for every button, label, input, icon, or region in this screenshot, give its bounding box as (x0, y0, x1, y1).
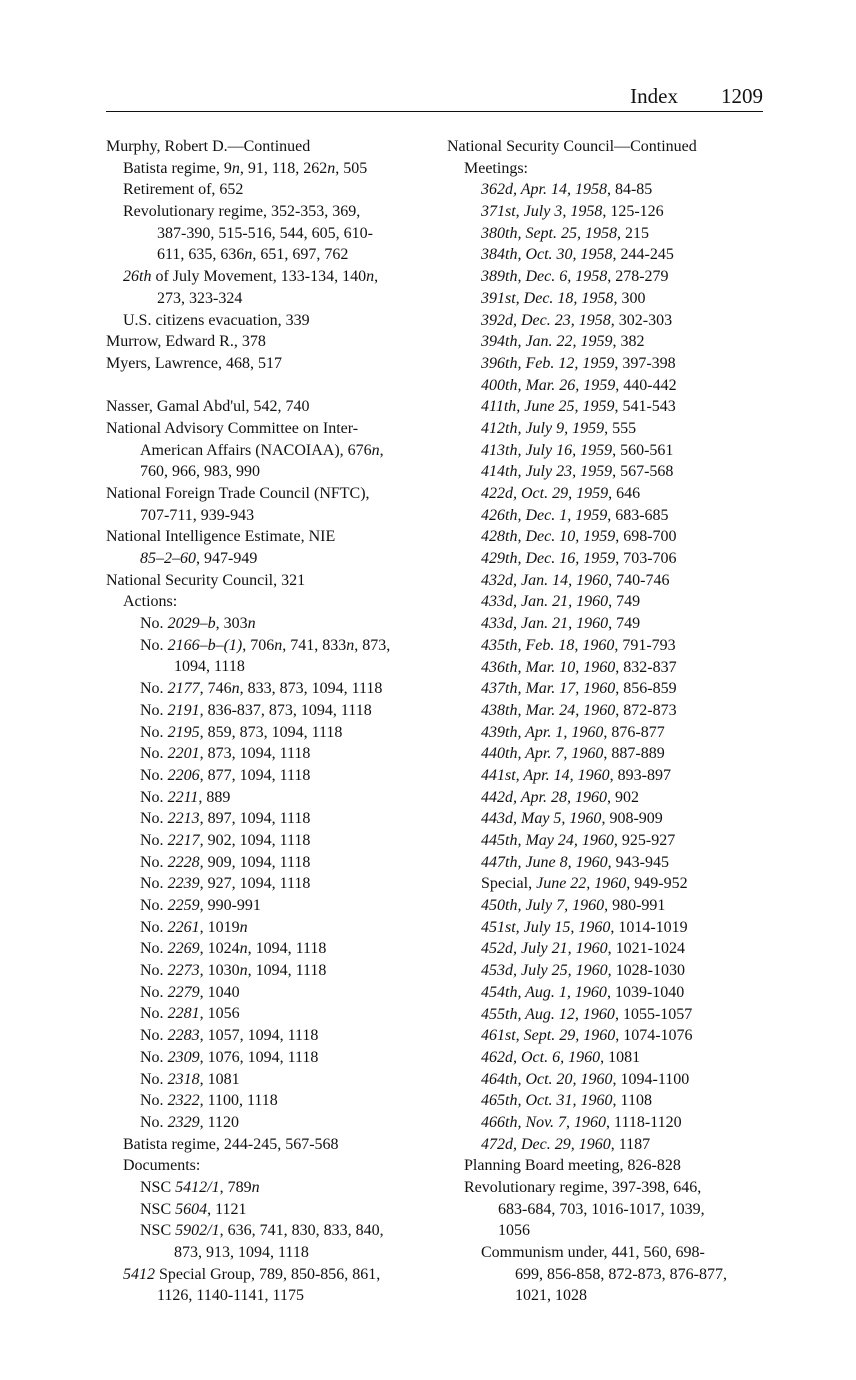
index-entry (106, 852, 436, 874)
index-entry (106, 1155, 436, 1177)
index-entry-continuation: 611, 635, 636n, 651, 697, 762 (157, 246, 349, 264)
index-entry (447, 1047, 777, 1069)
index-entry-text: No. 2281, 1056 (140, 1005, 240, 1023)
index-entry (447, 982, 777, 1004)
index-entry-text: No. 2217, 902, 1094, 1118 (140, 831, 311, 849)
running-header-title: Index (630, 84, 678, 108)
index-entry-text: No. 2261, 1019n (140, 918, 248, 936)
index-entry-text: No. 2029–b, 303n (140, 615, 256, 633)
index-entry-text: 451st, July 15, 1960, 1014-1019 (481, 918, 688, 936)
index-entry (106, 483, 436, 526)
index-entry-text: 439th, Apr. 1, 1960, 876-877 (481, 723, 665, 741)
index-entry (106, 591, 436, 613)
index-entry-text: No. 2283, 1057, 1094, 1118 (140, 1027, 319, 1045)
index-entry (106, 1047, 436, 1069)
index-entry-continuation: 1056 (498, 1222, 530, 1240)
index-entry (447, 526, 777, 548)
index-entry-text: 396th, Feb. 12, 1959, 397-398 (481, 354, 676, 372)
index-entry (447, 179, 777, 201)
index-entry (106, 158, 436, 180)
index-entry-text: 453d, July 25, 1960, 1028-1030 (481, 962, 685, 980)
index-entry (447, 873, 777, 895)
index-entry-text: Actions: (123, 593, 178, 611)
index-entry-continuation: 1021, 1028 (515, 1287, 587, 1305)
index-entry-text: 435th, Feb. 18, 1960, 791-793 (481, 636, 676, 654)
running-header (106, 84, 763, 112)
index-entry (106, 266, 436, 309)
index-entry-text: 426th, Dec. 1, 1959, 683-685 (481, 506, 669, 524)
index-entry-text: NSC 5412/1, 789n (140, 1178, 260, 1196)
index-entry-text: U.S. citizens evacuation, 339 (123, 311, 310, 329)
index-entry-text: 441st, Apr. 14, 1960, 893-897 (481, 766, 671, 784)
index-entry (106, 418, 436, 483)
index-entry-text: 438th, Mar. 24, 1960, 872-873 (481, 701, 677, 719)
index-entry (106, 1003, 436, 1025)
index-entry (106, 570, 436, 592)
index-entry (447, 266, 777, 288)
index-entry-text: 462d, Oct. 6, 1960, 1081 (481, 1048, 641, 1066)
index-entry (447, 700, 777, 722)
index-entry-text: No. 2201, 873, 1094, 1118 (140, 745, 311, 763)
index-entry-text: No. 2228, 909, 1094, 1118 (140, 853, 311, 871)
index-entry (447, 657, 777, 679)
index-entry-text: Revolutionary regime, 352-353, 369, (123, 203, 361, 221)
index-entry-text: No. 2239, 927, 1094, 1118 (140, 875, 311, 893)
index-entry-text: Murphy, Robert D.—Continued (106, 138, 311, 155)
index-entry-text: No. 2322, 1100, 1118 (140, 1092, 278, 1110)
index-entry-text: National Advisory Committee on Inter- (106, 419, 359, 437)
index-entry (106, 1134, 436, 1156)
index-entry-text: 371st, July 3, 1958, 125-126 (481, 203, 664, 221)
index-entry-text: 436th, Mar. 10, 1960, 832-837 (481, 658, 677, 676)
page-number: 1209 (721, 84, 763, 108)
index-entry-text: 413th, July 16, 1959, 560-561 (481, 441, 674, 459)
index-entry (106, 179, 436, 201)
index-entry-text: National Intelligence Estimate, NIE (106, 528, 336, 546)
index-entry-text: Retirement of, 652 (123, 181, 244, 199)
index-entry-text: 432d, Jan. 14, 1960, 740-746 (481, 571, 670, 589)
index-entry-text: No. 2211, 889 (140, 788, 231, 806)
index-entry-text: No. 2166–b–(1), 706n, 741, 833n, 873, (140, 636, 391, 654)
index-entry (447, 808, 777, 830)
index-entry-text: No. 2329, 1120 (140, 1113, 239, 1131)
index-entry-text: Planning Board meeting, 826-828 (464, 1157, 681, 1175)
index-entry (447, 483, 777, 505)
index-entry-text: 466th, Nov. 7, 1960, 1118-1120 (481, 1113, 682, 1131)
index-entry (447, 613, 777, 635)
index-entry (106, 830, 436, 852)
index-entry (106, 700, 436, 722)
index-entry-text: No. 2213, 897, 1094, 1118 (140, 810, 311, 828)
index-entry-text: 445th, May 24, 1960, 925-927 (481, 832, 676, 849)
index-entry (106, 678, 436, 700)
index-entry-continuation: 85–2–60, 947-949 (140, 550, 258, 568)
index-entry-text: 472d, Dec. 29, 1960, 1187 (481, 1135, 651, 1153)
index-entry-continuation: 1126, 1140-1141, 1175 (157, 1287, 304, 1305)
index-entry (106, 765, 436, 787)
index-entry (106, 960, 436, 982)
index-entry-text: 400th, Mar. 26, 1959, 440-442 (481, 376, 677, 394)
index-entry (447, 765, 777, 787)
index-entry (447, 1242, 777, 1307)
index-entry (106, 331, 436, 353)
index-entry-continuation: American Affairs (NACOIAA), 676n, (140, 441, 384, 459)
index-entry (106, 1199, 436, 1221)
index-entry-text: NSC 5604, 1121 (140, 1200, 247, 1218)
index-entry-text: 464th, Oct. 20, 1960, 1094-1100 (481, 1070, 690, 1088)
index-entry-text: 362d, Apr. 14, 1958, 84-85 (481, 181, 653, 199)
index-entry-text: 389th, Dec. 6, 1958, 278-279 (481, 268, 669, 286)
index-entry (447, 678, 777, 700)
index-entry (447, 722, 777, 744)
index-entry-text: Nasser, Gamal Abd'ul, 542, 740 (106, 398, 310, 416)
index-entry-continuation: 699, 856-858, 872-873, 876-877, (515, 1265, 727, 1283)
index-entry (106, 353, 436, 375)
index-entry (447, 1025, 777, 1047)
index-entry-text: National Security Council—Continued (447, 138, 697, 155)
index-entry-text: No. 2279, 1040 (140, 983, 240, 1001)
index-entry-text: Special, June 22, 1960, 949-952 (481, 875, 688, 893)
index-entry-continuation: 1094, 1118 (174, 658, 245, 676)
index-entry-text: 394th, Jan. 22, 1959, 382 (481, 333, 645, 351)
index-entry (447, 960, 777, 982)
index-entry (447, 895, 777, 917)
index-entry-continuation: 387-390, 515-516, 544, 605, 610- (157, 224, 373, 242)
index-entry (106, 982, 436, 1004)
index-entry-text: Documents: (123, 1157, 201, 1175)
index-entry (106, 873, 436, 895)
index-entry-text: 428th, Dec. 10, 1959, 698-700 (481, 528, 677, 546)
index-entry-continuation: 760, 966, 983, 990 (140, 463, 260, 481)
index-entry-text: 391st, Dec. 18, 1958, 300 (481, 289, 646, 307)
index-entry (106, 1177, 436, 1199)
index-entry (106, 526, 436, 569)
index-entry-text: No. 2177, 746n, 833, 873, 1094, 1118 (140, 680, 383, 698)
index-entry (447, 396, 777, 418)
index-entry (447, 1090, 777, 1112)
index-entry (447, 223, 777, 245)
index-entry (106, 938, 436, 960)
index-entry (106, 1090, 436, 1112)
index-entry (447, 244, 777, 266)
index-entry-text: 440th, Apr. 7, 1960, 887-889 (481, 745, 665, 763)
index-entry-text: No. 2195, 859, 873, 1094, 1118 (140, 723, 343, 741)
index-entry (447, 310, 777, 332)
index-entry-text: 392d, Dec. 23, 1958, 302-303 (481, 311, 673, 329)
index-entry (106, 136, 436, 158)
index-entry-text: No. 2269, 1024n, 1094, 1118 (140, 940, 327, 958)
index-entry (106, 787, 436, 809)
index-entry (447, 201, 777, 223)
index-entry-text: 452d, July 21, 1960, 1021-1024 (481, 940, 685, 958)
index-entry-text: Myers, Lawrence, 468, 517 (106, 354, 282, 372)
index-entry (447, 1004, 777, 1026)
index-entry (106, 1069, 436, 1091)
index-entry (447, 136, 777, 158)
index-entry (447, 1155, 777, 1177)
index-entry-text: Meetings: (464, 159, 528, 177)
index-entry-text: Communism under, 441, 560, 698- (481, 1244, 705, 1262)
index-entry (447, 635, 777, 657)
index-entry-text: 5412 Special Group, 789, 850-856, 861, (123, 1265, 381, 1283)
index-entry-continuation: 873, 913, 1094, 1118 (174, 1244, 309, 1262)
index-entry-text: No. 2309, 1076, 1094, 1118 (140, 1048, 319, 1066)
index-entry-text: No. 2318, 1081 (140, 1070, 240, 1088)
index-entry (106, 635, 436, 678)
index-entry-text: 437th, Mar. 17, 1960, 856-859 (481, 680, 677, 698)
index-entry (447, 917, 777, 939)
index-entry-text: 454th, Aug. 1, 1960, 1039-1040 (481, 983, 685, 1001)
index-entry (447, 461, 777, 483)
index-entry-text: 384th, Oct. 30, 1958, 244-245 (481, 246, 674, 264)
index-entry (447, 375, 777, 397)
index-entry (447, 787, 777, 809)
index-entry (447, 852, 777, 874)
index-entry-text: 422d, Oct. 29, 1959, 646 (481, 485, 641, 502)
index-entry (447, 288, 777, 310)
index-entry (106, 1025, 436, 1047)
index-entry (106, 808, 436, 830)
index-entry (106, 1264, 436, 1307)
index-entry-continuation: 683-684, 703, 1016-1017, 1039, (498, 1200, 705, 1218)
index-entry (447, 938, 777, 960)
index-entry (106, 722, 436, 744)
index-entry-text: National Security Council, 321 (106, 571, 306, 589)
index-entry-text: Murrow, Edward R., 378 (106, 333, 266, 351)
index-entry-text: 447th, June 8, 1960, 943-945 (481, 853, 669, 871)
index-entry (447, 591, 777, 613)
index-entry (447, 505, 777, 527)
index-entry-text: 455th, Aug. 12, 1960, 1055-1057 (481, 1005, 693, 1023)
index-entry-text: 414th, July 23, 1959, 567-568 (481, 463, 674, 481)
index-entry (447, 418, 777, 440)
index-entry (447, 570, 777, 592)
index-entry (447, 1112, 777, 1134)
index-entry-text: No. 2206, 877, 1094, 1118 (140, 766, 311, 784)
index-entry-text: 412th, July 9, 1959, 555 (481, 419, 637, 437)
index-entry (106, 895, 436, 917)
index-column-left (106, 136, 436, 1307)
index-entry (447, 1069, 777, 1091)
index-entry-text: 461st, Sept. 29, 1960, 1074-1076 (481, 1027, 693, 1045)
index-entry-text: 450th, July 7, 1960, 980-991 (481, 897, 666, 915)
index-entry (447, 548, 777, 570)
index-entry (447, 1134, 777, 1156)
index-entry-text: No. 2273, 1030n, 1094, 1118 (140, 962, 327, 980)
index-entry (447, 440, 777, 462)
index-entry-continuation: 707-711, 939-943 (140, 506, 255, 524)
index-entry-text: 433d, Jan. 21, 1960, 749 (481, 615, 641, 633)
index-entry (447, 353, 777, 375)
index-entry (106, 917, 436, 939)
index-entry (106, 201, 436, 266)
index-entry-continuation: 273, 323-324 (157, 289, 243, 307)
index-entry-text: 433d, Jan. 21, 1960, 749 (481, 593, 641, 611)
index-entry-text: No. 2191, 836-837, 873, 1094, 1118 (140, 701, 372, 719)
index-column-right (447, 136, 777, 1307)
index-entry-text: National Foreign Trade Council (NFTC), (106, 484, 370, 502)
index-entry-text: 429th, Dec. 16, 1959, 703-706 (481, 550, 677, 568)
index-entry (106, 396, 436, 418)
index-entry-text: Batista regime, 244-245, 567-568 (123, 1135, 339, 1153)
index-entry (106, 310, 436, 332)
index-entry (106, 1220, 436, 1263)
index-entry-text: 26th of July Movement, 133-134, 140n, (123, 268, 379, 286)
index-entry (447, 331, 777, 353)
index-entry-text: 411th, June 25, 1959, 541-543 (481, 398, 676, 416)
index-entry-text: 443d, May 5, 1960, 908-909 (481, 810, 663, 828)
index-entry-text: Revolutionary regime, 397-398, 646, (464, 1179, 702, 1196)
index-entry-text: No. 2259, 990-991 (140, 897, 261, 915)
index-entry-text: 465th, Oct. 31, 1960, 1108 (481, 1092, 652, 1110)
index-entry (106, 613, 436, 635)
index-entry (447, 158, 777, 180)
index-entry-text: 380th, Sept. 25, 1958, 215 (481, 224, 649, 242)
index-entry-text: NSC 5902/1, 636, 741, 830, 833, 840, (140, 1222, 384, 1240)
index-entry (106, 1112, 436, 1134)
index-entry (447, 830, 777, 852)
index-entry-text: Batista regime, 9n, 91, 118, 262n, 505 (123, 159, 368, 177)
index-entry (447, 743, 777, 765)
index-entry-text: 442d, Apr. 28, 1960, 902 (481, 788, 639, 806)
index-entry (447, 1177, 777, 1242)
index-entry (106, 743, 436, 765)
